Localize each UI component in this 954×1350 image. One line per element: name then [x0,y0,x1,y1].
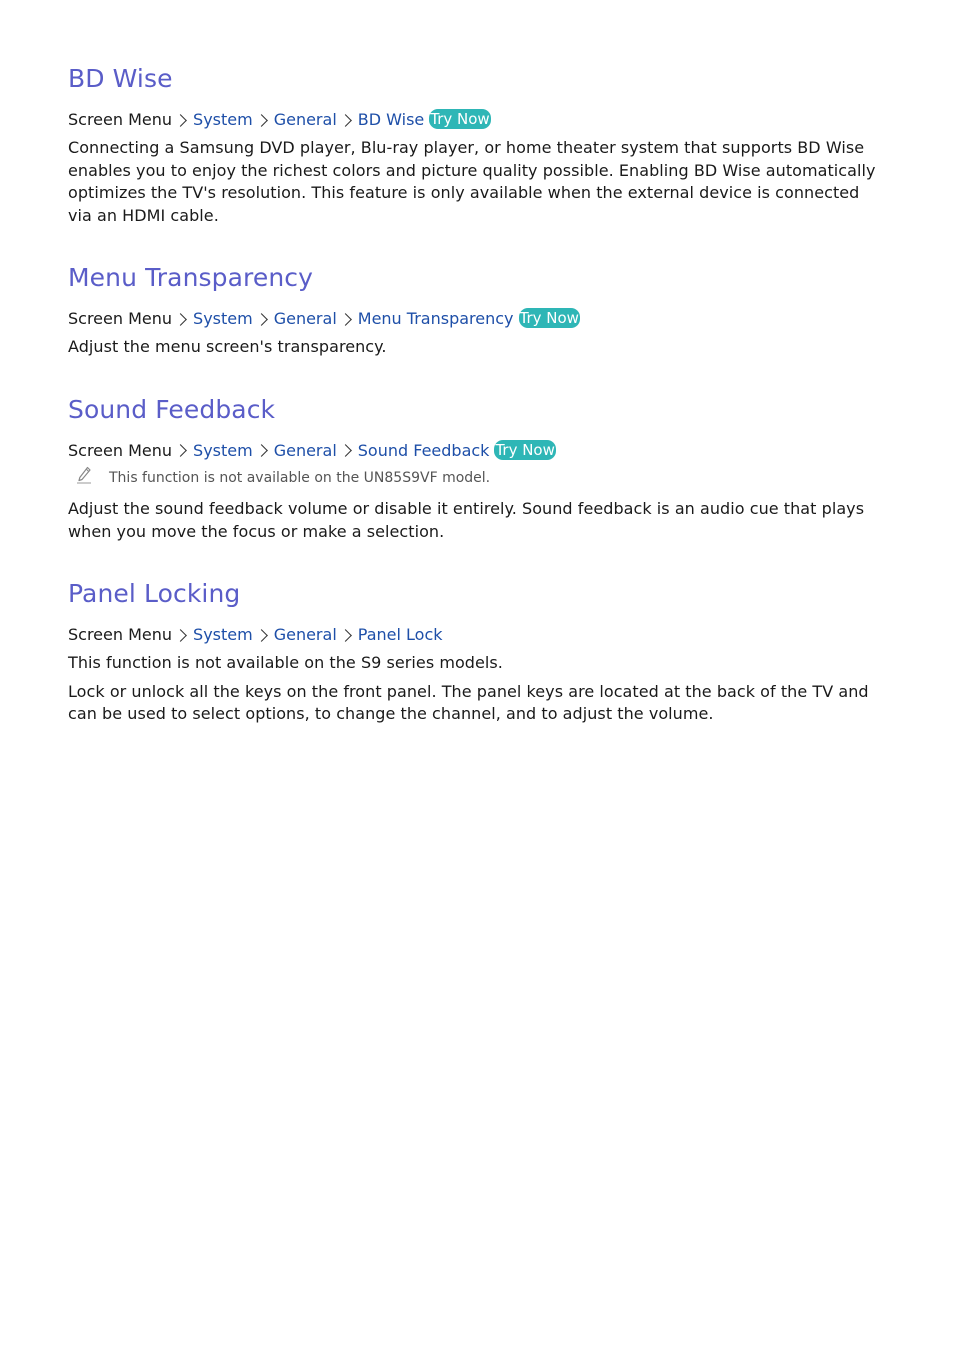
try-now-button[interactable]: Try Now [495,440,555,459]
chevron-right-icon [174,445,187,458]
breadcrumb-link-general[interactable]: General [273,309,337,329]
section-menu-transparency [68,261,888,359]
chevron-right-icon [339,445,352,458]
chevron-right-icon [339,629,352,642]
try-now-button[interactable]: Try Now [519,309,579,328]
chevron-right-icon [174,313,187,326]
breadcrumb-link-general[interactable]: General [273,440,337,460]
body-paragraph: Adjust the menu screen's transparency. [68,337,387,357]
section-title: Panel Locking [68,579,241,609]
body-paragraph: This function is not available on the S9 series models. [68,653,503,673]
body-paragraph: Adjust the sound feedback volume or disable it entirely. Sound feedback is an audio cue that plays when you move the focus or make a selection. [68,498,865,541]
breadcrumb-root: Screen Menu [68,440,173,460]
breadcrumb-link-system[interactable]: System [193,309,253,329]
note [68,468,888,488]
breadcrumb [68,308,888,330]
breadcrumb-root: Screen Menu [68,625,173,645]
manual-page [68,62,888,760]
try-now-button[interactable]: Try Now [430,110,490,128]
section-title: Menu Transparency [68,263,314,293]
breadcrumb [68,624,888,646]
chevron-right-icon [174,629,187,642]
breadcrumb-link-general[interactable]: General [273,625,337,645]
chevron-right-icon [339,114,352,127]
section-title: BD Wise [68,64,173,93]
breadcrumb [68,109,888,131]
section-title: Sound Feedback [68,394,276,424]
breadcrumb-link-system[interactable]: System [193,440,253,460]
body-paragraph: Connecting a Samsung DVD player, Blu-ray player, or home theater system that supports BD Wise enables you to enjoy the richest colors and picture quality possible. Enabling BD Wise automatically optimizes the TV's resolution. This feature is only available when the external device is connected via an HDMI cable. [68,138,876,225]
pencil-icon [76,466,92,484]
breadcrumb-root: Screen Menu [68,110,173,129]
section-bd-wise [68,62,888,227]
breadcrumb-link-panel-lock[interactable]: Panel Lock [357,625,443,645]
chevron-right-icon [255,313,268,326]
breadcrumb-link-system[interactable]: System [193,625,253,645]
breadcrumb-root: Screen Menu [68,309,173,329]
chevron-right-icon [255,114,268,127]
note-text: This function is not available on the UN85S9VF model. [109,469,491,486]
breadcrumb-link-general[interactable]: General [273,110,337,129]
breadcrumb [68,440,888,462]
chevron-right-icon [174,114,187,127]
chevron-right-icon [255,445,268,458]
section-sound-feedback [68,393,888,543]
breadcrumb-link-bd-wise[interactable]: BD Wise [357,110,425,129]
body-paragraph: Lock or unlock all the keys on the front panel. The panel keys are located at the back of the TV and can be used to select options, to change the channel, and to adjust the volume. [68,681,869,724]
chevron-right-icon [339,313,352,326]
breadcrumb-link-system[interactable]: System [193,110,253,129]
chevron-right-icon [255,629,268,642]
breadcrumb-link-menu-transparency[interactable]: Menu Transparency [357,309,514,329]
section-panel-locking [68,577,888,726]
breadcrumb-link-sound-feedback[interactable]: Sound Feedback [357,440,490,460]
